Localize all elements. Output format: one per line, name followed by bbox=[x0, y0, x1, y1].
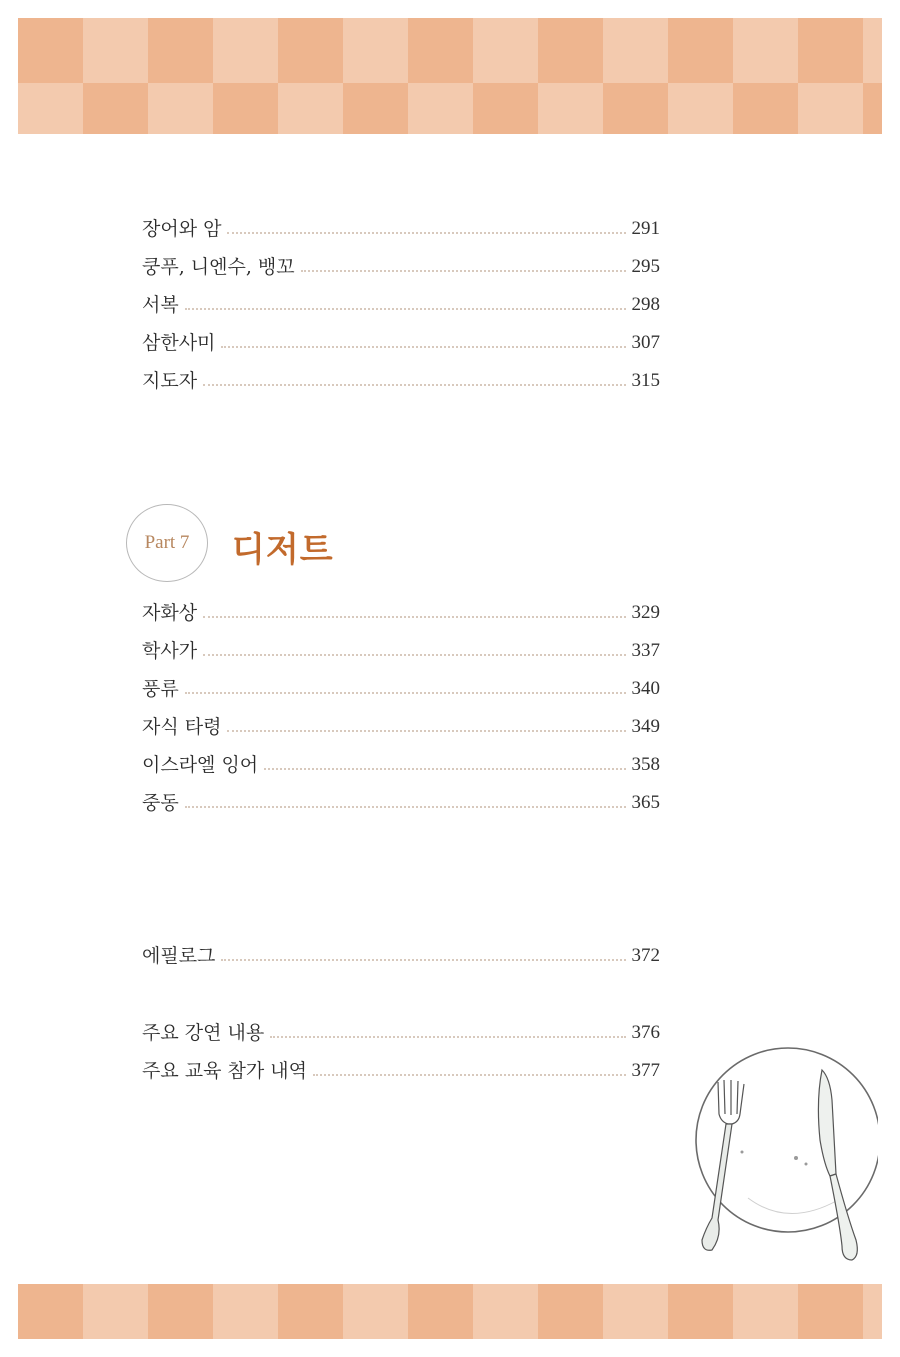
part-label-circle bbox=[126, 504, 208, 582]
toc-entry-page: 295 bbox=[631, 256, 660, 277]
toc-entry-page: 365 bbox=[631, 792, 660, 813]
toc-entry-title: 에필로그 bbox=[142, 945, 216, 967]
toc-entry[interactable] bbox=[142, 752, 660, 778]
toc-entry-page: 337 bbox=[631, 640, 660, 661]
toc-entry-page: 298 bbox=[631, 294, 660, 315]
toc-entry-epilogue[interactable] bbox=[142, 943, 660, 969]
toc-entry-title: 주요 강연 내용 bbox=[142, 1022, 265, 1044]
dot-leader bbox=[221, 959, 625, 961]
toc-entry-title: 이스라엘 잉어 bbox=[142, 754, 259, 776]
toc-entry[interactable] bbox=[142, 714, 660, 740]
toc-entry[interactable] bbox=[142, 676, 660, 702]
toc-entry-page: 340 bbox=[631, 678, 660, 699]
toc-entry-page: 372 bbox=[631, 945, 660, 966]
toc-entry[interactable] bbox=[142, 330, 660, 356]
dot-leader bbox=[221, 346, 625, 348]
dot-leader bbox=[227, 730, 625, 732]
toc-entry-title: 장어와 암 bbox=[142, 218, 222, 240]
toc-entry-title: 학사가 bbox=[142, 640, 198, 662]
toc-entry[interactable] bbox=[142, 790, 660, 816]
dot-leader bbox=[301, 270, 626, 272]
toc-entry-title: 지도자 bbox=[142, 370, 198, 392]
toc-entry-page: 291 bbox=[631, 218, 660, 239]
toc-entry[interactable] bbox=[142, 292, 660, 318]
toc-entry-title: 자식 타령 bbox=[142, 716, 222, 738]
dot-leader bbox=[313, 1074, 626, 1076]
part-title: 디저트 bbox=[232, 530, 334, 570]
dot-leader bbox=[264, 768, 625, 770]
toc-entry-page: 376 bbox=[631, 1022, 660, 1043]
toc-entry[interactable] bbox=[142, 254, 660, 280]
toc-entry[interactable] bbox=[142, 600, 660, 626]
toc-entry[interactable] bbox=[142, 1020, 660, 1046]
toc-entry-page: 329 bbox=[631, 602, 660, 623]
top-pattern-band bbox=[18, 18, 882, 134]
toc-entry-page: 315 bbox=[631, 370, 660, 391]
toc-entry-title: 풍류 bbox=[142, 678, 179, 700]
dot-leader bbox=[227, 232, 625, 234]
toc-entry-title: 주요 교육 참가 내역 bbox=[142, 1060, 307, 1082]
toc-entry-page: 349 bbox=[631, 716, 660, 737]
toc-entry-page: 307 bbox=[631, 332, 660, 353]
toc-entry-title: 삼한사미 bbox=[142, 332, 216, 354]
toc-entry-title: 서복 bbox=[142, 294, 179, 316]
toc-entry[interactable] bbox=[142, 1058, 660, 1084]
toc-entry-page: 358 bbox=[631, 754, 660, 775]
dot-leader bbox=[185, 308, 626, 310]
part-label: Part 7 bbox=[144, 532, 190, 553]
dot-leader bbox=[203, 384, 625, 386]
toc-entry[interactable] bbox=[142, 638, 660, 664]
toc-entry[interactable] bbox=[142, 216, 660, 242]
dot-leader bbox=[185, 806, 626, 808]
plate-fork-knife-icon bbox=[688, 1040, 878, 1270]
dot-leader bbox=[270, 1036, 625, 1038]
toc-entry[interactable] bbox=[142, 368, 660, 394]
dot-leader bbox=[203, 654, 625, 656]
dot-leader bbox=[203, 616, 625, 618]
toc-entry-title: 중동 bbox=[142, 792, 179, 814]
toc-entry-page: 377 bbox=[631, 1060, 660, 1081]
bottom-pattern-band bbox=[18, 1284, 882, 1339]
toc-entry-title: 쿵푸, 니엔수, 뱅꼬 bbox=[142, 256, 295, 278]
toc-entry-title: 자화상 bbox=[142, 602, 198, 624]
dot-leader bbox=[185, 692, 626, 694]
